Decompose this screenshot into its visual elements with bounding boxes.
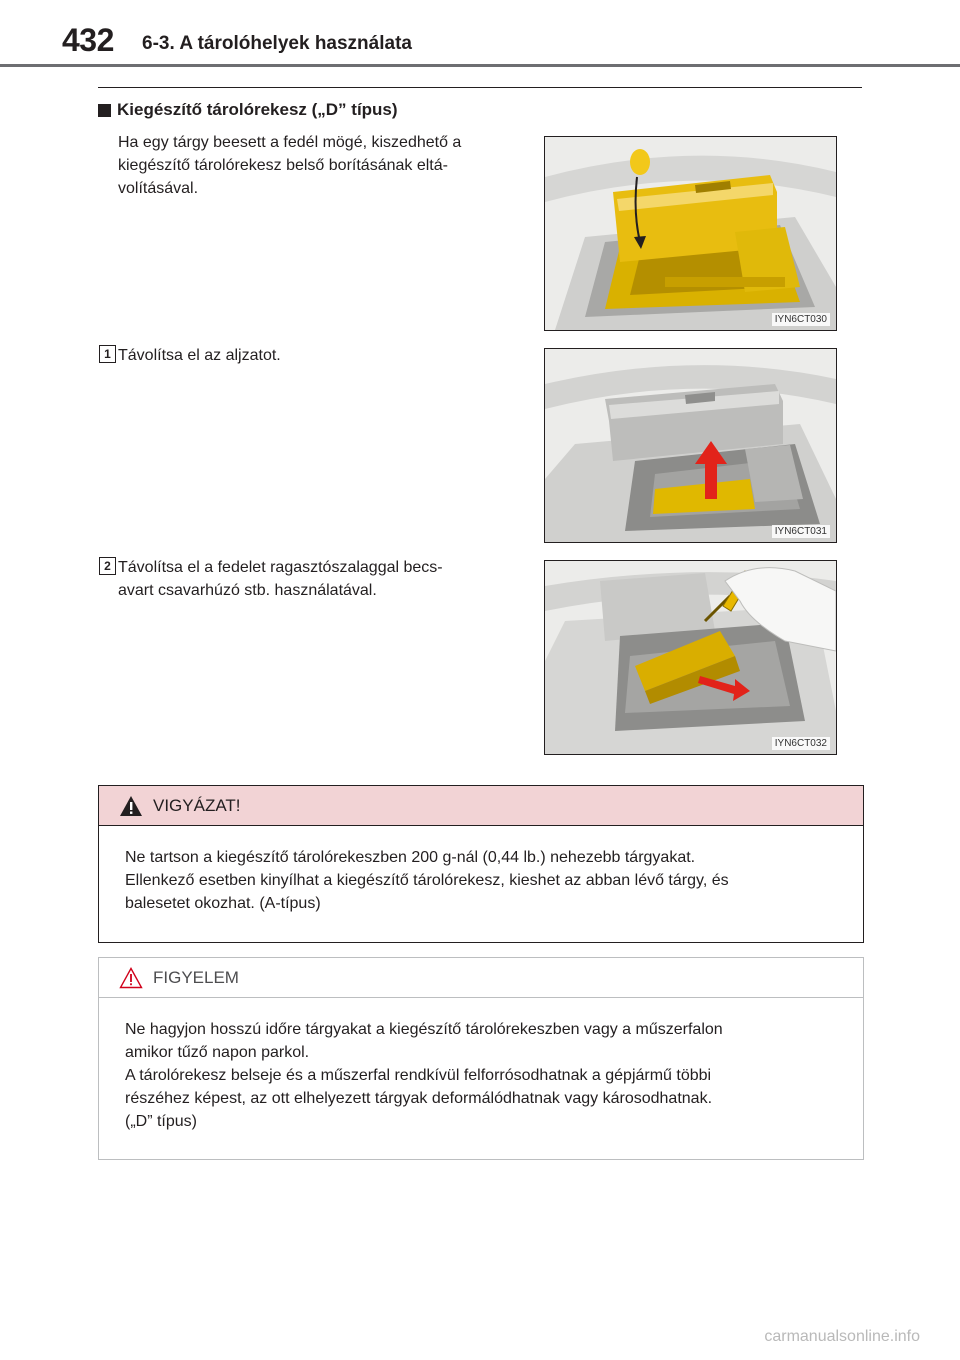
caution-box [98,785,864,943]
header-rule [0,64,960,67]
step-2-line: avart csavarhúzó stb. használatával. [118,582,377,599]
caution-header [99,786,863,826]
intro-line: Ha egy tárgy beesett a fedél mögé, kiszedhető a [118,134,462,151]
chapter-title: 6-3. A tárolóhelyek használata [142,33,412,54]
notice-line: amikor tűző napon parkol. [125,1044,310,1061]
figure-code: IYN6CT031 [772,525,830,538]
caution-title: VIGYÁZAT! [153,795,241,815]
caution-line: Ellenkező esetben kinyílhat a kiegészítő tárolórekesz, kieshet az abban lévő tárgy, és [125,872,729,889]
notice-line: („D” típus) [125,1113,197,1130]
intro-line: kiegészítő tárolórekesz belső borításának eltá- [118,157,448,174]
notice-box [98,957,864,1160]
page-number: 432 [62,22,114,58]
figure-remove-mat [544,348,837,543]
step-2-line: Távolítsa el a fedelet ragasztószalaggal becs- [118,559,443,576]
caution-body [99,826,863,915]
compartment-open-illustration [545,137,836,330]
notice-line: részéhez képest, az ott elhelyezett tárgyak deformálódhatnak vagy károsodhatnak. [125,1090,713,1107]
notice-triangle-icon [119,967,143,989]
remove-cover-illustration [545,561,836,754]
bullet-square-icon [98,104,111,117]
step-1-text: Távolítsa el az aljzatot. [118,347,281,364]
notice-line: A tárolórekesz belseje és a műszerfal rendkívül felforrósodhatnak a gépjármű többi [125,1067,712,1084]
section-rule [98,87,862,88]
notice-body [99,998,863,1133]
intro-line: volításával. [118,180,199,197]
figure-remove-cover [544,560,837,755]
caution-line: balesetet okozhat. (A-típus) [125,895,321,912]
section-title-text: Kiegészítő tárolórekesz („D” típus) [117,100,398,119]
step-number-badge: 1 [99,345,116,363]
remove-mat-illustration [545,349,836,542]
figure-code: IYN6CT030 [772,313,830,326]
notice-title: FIGYELEM [153,967,239,987]
notice-header [99,958,863,998]
section-title [98,100,398,120]
watermark-text: carmanualsonline.info [764,1328,920,1345]
warning-triangle-icon [119,795,143,817]
figure-compartment-open [544,136,837,331]
intro-paragraph [118,131,518,200]
page-header [0,0,960,66]
step-2-text [118,556,518,602]
caution-line: Ne tartson a kiegészítő tárolórekeszben 200 g-nál (0,44 lb.) nehezebb tárgyakat. [125,849,696,866]
notice-line: Ne hagyjon hosszú időre tárgyakat a kiegészítő tárolórekeszben vagy a műszerfalon [125,1021,723,1038]
figure-code: IYN6CT032 [772,737,830,750]
step-number-badge: 2 [99,557,116,575]
